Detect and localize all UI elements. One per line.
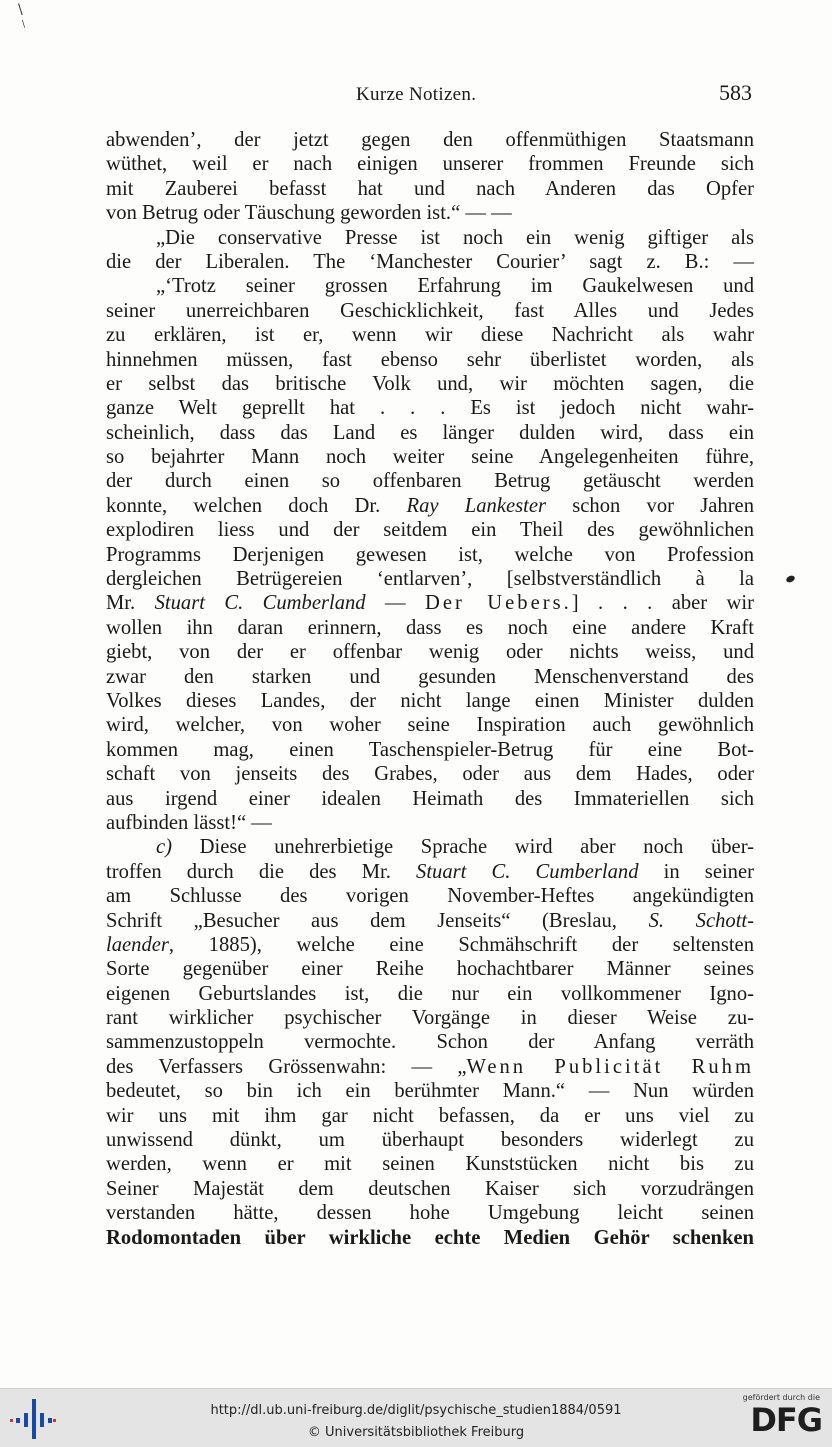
text-line bbox=[106, 640, 754, 664]
italic-name: Stuart C. Cumberland bbox=[416, 860, 639, 883]
line-text: Diese unehrerbietige Sprache wird aber noch über- bbox=[172, 836, 754, 859]
line-text: kommen mag, einen Taschenspieler-Betrug für eine Bot- bbox=[106, 738, 754, 761]
text-line bbox=[106, 518, 754, 542]
line-text: troffen durch die des Mr. bbox=[106, 860, 417, 883]
text-line bbox=[106, 713, 754, 737]
text-line bbox=[106, 226, 754, 250]
viewer-footer bbox=[0, 1388, 832, 1447]
line-text: explodiren liess und der seitdem ein Theil des gewöhnlichen bbox=[106, 519, 754, 542]
line-text: so bejahrter Mann noch weiter seine Angelegenheiten führe, bbox=[106, 446, 754, 469]
line-text: von Betrug oder Täuschung geworden ist.“ — — bbox=[106, 202, 512, 225]
text-line bbox=[106, 982, 754, 1006]
line-text: giebt, von der er offenbar wenig oder nichts weiss, und bbox=[106, 641, 754, 664]
line-text: Volkes dieses Landes, der nicht lange einen Minister dulden bbox=[106, 689, 754, 712]
line-text: schon vor Jahren bbox=[546, 494, 754, 517]
line-text: sammenzustoppeln vermochte. Schon der Anfang verräth bbox=[106, 1031, 754, 1054]
line-text: scheinlich, dass das Land es länger dulden wird, dass ein bbox=[106, 421, 754, 444]
text-line bbox=[106, 957, 754, 981]
ink-spot bbox=[785, 574, 796, 583]
text-line bbox=[106, 250, 754, 274]
dfg-logo bbox=[732, 1393, 822, 1443]
text-line bbox=[106, 762, 754, 786]
scan-mark: \ bbox=[18, 2, 23, 18]
text-line bbox=[106, 445, 754, 469]
line-text: Programms Derjenigen gewesen ist, welche von Profession bbox=[106, 543, 754, 566]
line-text: „‘Trotz seiner grossen Erfahrung im Gaukelwesen und bbox=[156, 275, 754, 298]
line-text: konnte, welchen doch Dr. bbox=[106, 494, 407, 517]
line-text: er selbst das britische Volk und, wir möchten sagen, die bbox=[106, 372, 754, 395]
line-text: Rodomontaden über wirkliche echte Medien Gehör schenken bbox=[106, 1226, 754, 1249]
line-text: verstanden hätte, dessen hohe Umgebung leicht seinen bbox=[106, 1202, 754, 1225]
text-line bbox=[106, 1079, 754, 1103]
permalink[interactable]: http://dl.ub.uni-freiburg.de/diglit/psychische_studien1884/0591 bbox=[210, 1403, 622, 1418]
spaced-text: Wenn Publicität Ruhm bbox=[466, 1055, 754, 1078]
text-line bbox=[106, 1030, 754, 1054]
text-line bbox=[106, 1152, 754, 1176]
italic-text: c) bbox=[156, 836, 172, 859]
text-line bbox=[106, 152, 754, 176]
text-line bbox=[106, 1201, 754, 1225]
body-text bbox=[106, 128, 754, 1250]
line-text: dergleichen Betrügereien ‘entlarven’, [selbstverständlich à la bbox=[106, 568, 754, 591]
italic-text: laender bbox=[106, 933, 169, 956]
spaced-text: Der Uebers. bbox=[425, 592, 572, 615]
text-line bbox=[106, 128, 754, 152]
line-text: des Verfassers Grössenwahn: — „ bbox=[106, 1055, 467, 1078]
text-line bbox=[106, 689, 754, 713]
text-line bbox=[106, 323, 754, 347]
text-line bbox=[106, 909, 754, 933]
line-text: der durch einen so offenbaren Betrug getäuscht werden bbox=[106, 470, 754, 493]
line-text: seiner unerreichbaren Geschicklichkeit, fast Alles und Jedes bbox=[106, 299, 754, 322]
text-line bbox=[106, 494, 754, 518]
text-line bbox=[106, 665, 754, 689]
line-text: „Die conservative Presse ist noch ein wenig giftiger als bbox=[156, 226, 754, 249]
line-text: Seiner Majestät dem deutschen Kaiser sich vorzudrängen bbox=[106, 1177, 754, 1200]
dfg-caption: gefördert durch die bbox=[742, 1393, 820, 1402]
line-text: Mr. bbox=[106, 592, 155, 615]
line-text: Schrift „Besucher aus dem Jenseits“ (Breslau, bbox=[106, 909, 649, 932]
line-text: wüthet, weil er nach einigen unserer frommen Freunde sich bbox=[106, 153, 754, 176]
copyright-notice: © Universitätsbibliothek Freiburg bbox=[307, 1425, 525, 1440]
italic-name: Stuart C. Cumberland bbox=[154, 592, 366, 615]
line-text: hinnehmen müssen, fast ebenso sehr überlistet worden, als bbox=[106, 348, 754, 371]
line-text: aufbinden lässt!“ — bbox=[106, 811, 272, 834]
text-line bbox=[106, 616, 754, 640]
text-line bbox=[106, 201, 754, 225]
text-line bbox=[106, 1055, 754, 1079]
text-line bbox=[106, 372, 754, 396]
line-text: wird, welcher, von woher seine Inspiration auch gewöhnlich bbox=[106, 714, 754, 737]
line-text: zwar den starken und gesunden Menschenverstand des bbox=[106, 665, 754, 688]
line-text: wollen ihn daran erinnern, dass es noch eine andere Kraft bbox=[106, 616, 754, 639]
line-text: eigenen Geburtslandes ist, die nur ein vollkommener Igno- bbox=[106, 982, 754, 1005]
line-text: am Schlusse des vorigen November-Heftes angekündigten bbox=[106, 885, 754, 908]
text-line bbox=[106, 738, 754, 762]
line-text: bedeutet, so bin ich ein berühmter Mann.“ — Nun würden bbox=[106, 1080, 754, 1103]
text-line bbox=[106, 1226, 754, 1250]
running-header bbox=[106, 80, 752, 114]
text-line bbox=[106, 884, 754, 908]
text-line bbox=[106, 591, 754, 615]
line-text: werden, wenn er mit seinen Kunststücken nicht bis zu bbox=[106, 1153, 754, 1176]
text-line bbox=[106, 787, 754, 811]
line-text: die der Liberalen. The ‘Manchester Courier’ sagt z. B.: — bbox=[106, 250, 754, 273]
line-text: zu erklären, ist er, wenn wir diese Nachricht als wahr bbox=[106, 324, 754, 347]
italic-name: Ray Lankester bbox=[406, 494, 547, 517]
line-text: Sorte gegenüber einer Reihe hochachtbarer Männer seines bbox=[106, 958, 754, 981]
line-text: , 1885), welche eine Schmähschrift der seltensten bbox=[168, 933, 754, 956]
line-text: schaft von jenseits des Grabes, oder aus dem Hades, oder bbox=[106, 763, 754, 786]
line-text: in seiner bbox=[638, 860, 754, 883]
running-title: Kurze Notizen. bbox=[356, 84, 477, 105]
dfg-wordmark: DFG bbox=[750, 1401, 822, 1439]
text-line bbox=[106, 1128, 754, 1152]
line-text: mit Zauberei befasst hat und nach Anderen das Opfer bbox=[106, 177, 754, 200]
text-line bbox=[106, 396, 754, 420]
italic-name: S. Schott- bbox=[648, 909, 754, 932]
text-line bbox=[106, 543, 754, 567]
scan-mark: \ bbox=[22, 20, 26, 30]
line-text: abwenden’, der jetzt gegen den offenmüthigen Staatsmann bbox=[106, 129, 754, 151]
text-line bbox=[106, 421, 754, 445]
line-text: ganze Welt geprellt hat . . . Es ist jedoch nicht wahr- bbox=[106, 397, 754, 420]
text-line bbox=[106, 811, 754, 835]
text-line bbox=[106, 274, 754, 298]
text-line bbox=[106, 933, 754, 957]
line-text: wir uns mit ihm gar nicht befassen, da er uns viel zu bbox=[106, 1104, 754, 1127]
text-line bbox=[106, 348, 754, 372]
line-text: ] . . . aber wir bbox=[571, 592, 754, 615]
line-text: unwissend dünkt, um überhaupt besonders widerlegt zu bbox=[106, 1129, 754, 1152]
line-text: — bbox=[365, 592, 426, 615]
text-line bbox=[106, 299, 754, 323]
text-line bbox=[106, 177, 754, 201]
text-line bbox=[106, 567, 754, 591]
text-line bbox=[106, 1177, 754, 1201]
text-line bbox=[106, 1104, 754, 1128]
text-line bbox=[106, 1006, 754, 1030]
line-text: aus irgend einer idealen Heimath des Immateriellen sich bbox=[106, 787, 754, 810]
text-line bbox=[106, 469, 754, 493]
text-line bbox=[106, 835, 754, 859]
line-text: rant wirklicher psychischer Vorgänge in dieser Weise zu- bbox=[106, 1007, 754, 1030]
text-line bbox=[106, 860, 754, 884]
page-number: 583 bbox=[719, 80, 752, 105]
